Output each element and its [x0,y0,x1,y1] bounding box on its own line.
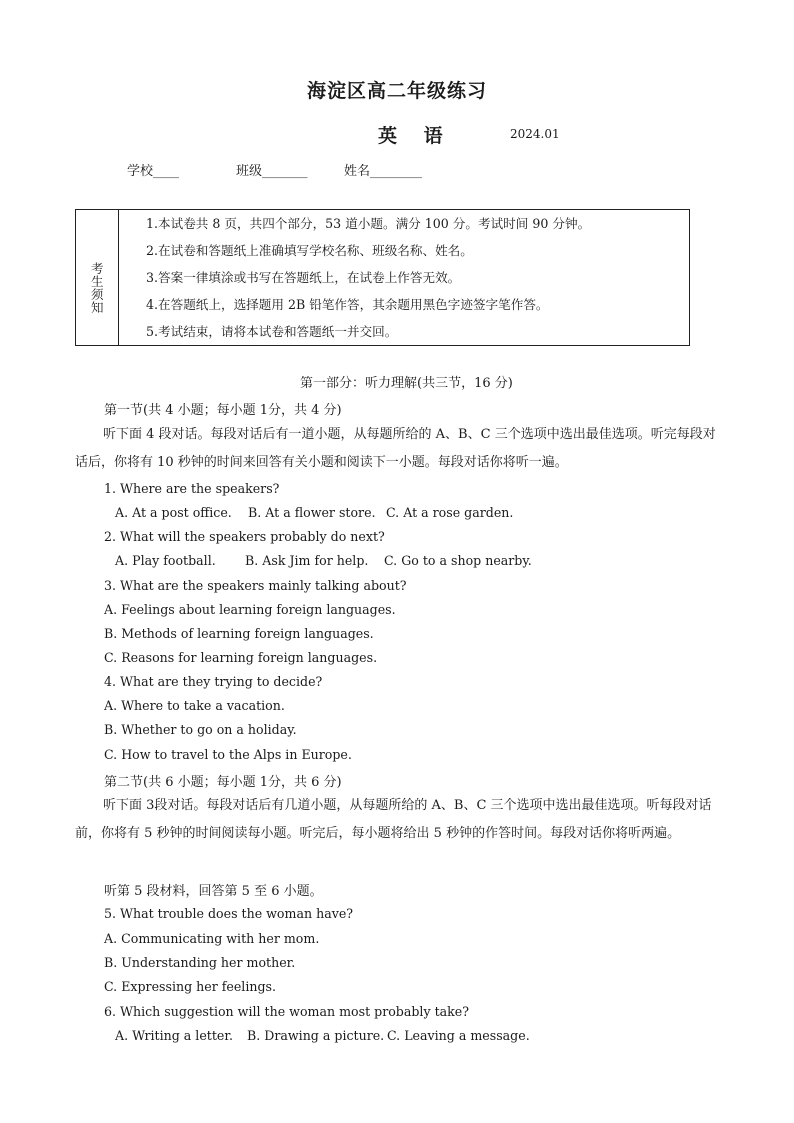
material-5-note: 听第 5 段材料，回答第 5 至 6 小题。 [104,884,323,899]
q6-option-c: C. Leaving a message. [387,1028,530,1043]
q6-option-b: B. Drawing a picture. [247,1028,385,1043]
section1-heading: 第一节(共 4 小题；每小题 1分，共 4 分) [104,403,342,418]
notice-item: 1.本试卷共 8 页，共四个部分，53 道小题。满分 100 分。考试时间 90 分钟。 [146,216,591,231]
question-1: 1. Where are the speakers? [104,481,280,496]
q2-option-c: C. Go to a shop nearby. [384,553,532,568]
q5-option-c: C. Expressing her feelings. [104,979,277,994]
section1-instructions: 听下面 4 段对话。每段对话后有一道小题，从每题所给的 A、B、C 三个选项中选出最佳选项。听完每段对话后，你将有 10 秒钟的时间来回答有关小题和阅读下一小题。每段对话你将听一遍。 [75,427,716,470]
q4-option-b: B. Whether to go on a holiday. [104,722,297,737]
q1-option-a: A. At a post office. [115,505,232,520]
notice-label: 考生须知 [91,261,104,315]
question-5: 5. What trouble does the woman have? [104,906,354,921]
q2-option-a: A. Play football. [115,553,216,568]
question-2: 2. What will the speakers probably do next? [104,529,385,544]
page-title: 海淀区高二年级练习 [306,80,487,102]
question-6: 6. Which suggestion will the woman most probably take? [104,1004,469,1019]
notice-item: 2.在试卷和答题纸上准确填写学校名称、班级名称、姓名。 [146,243,473,258]
q5-option-a: A. Communicating with her mom. [104,931,320,946]
notice-item: 3.答案一律填涂或书写在答题纸上，在试卷上作答无效。 [146,270,461,285]
exam-notice-box [75,209,690,346]
q5-option-b: B. Understanding her mother. [104,955,296,970]
q4-option-a: A. Where to take a vacation. [104,698,285,713]
school-field: 学校____ [127,164,180,179]
question-3: 3. What are the speakers mainly talking about? [104,578,407,593]
q3-option-a: A. Feelings about learning foreign languages. [104,602,396,617]
section2-heading: 第二节(共 6 小题；每小题 1分，共 6 分) [104,775,342,790]
q1-option-b: B. At a flower store. [248,505,376,520]
question-4: 4. What are they trying to decide? [104,674,323,689]
exam-date: 2024.01 [510,127,560,141]
q3-option-c: C. Reasons for learning foreign languages. [104,650,378,665]
notice-item: 4.在答题纸上，选择题用 2B 铅笔作答，其余题用黑色字迹签字笔作答。 [146,297,549,312]
q1-option-c: C. At a rose garden. [386,505,514,520]
section2-instructions: 听下面 3段对话。每段对话后有几道小题，从每题所给的 A、B、C 三个选项中选出最佳选项。听每段对话前，你将有 5 秒钟的时间阅读每小题。听完后，每小题将给出 5 秒钟的作答时间。每段对话你将听两遍。 [75,798,712,841]
q6-option-a: A. Writing a letter. [115,1028,233,1043]
q3-option-b: B. Methods of learning foreign languages. [104,626,374,641]
subject-title: 英 语 [378,125,453,147]
q4-option-c: C. How to travel to the Alps in Europe. [104,747,352,762]
notice-label-cell [76,210,119,345]
name-field: 姓名________ [344,164,423,179]
class-field: 班级_______ [236,164,308,179]
q2-option-b: B. Ask Jim for help. [245,553,369,568]
notice-item: 5.考试结束，请将本试卷和答题纸一并交回。 [146,324,398,339]
part1-heading: 第一部分：听力理解(共三节，16 分) [300,376,513,391]
